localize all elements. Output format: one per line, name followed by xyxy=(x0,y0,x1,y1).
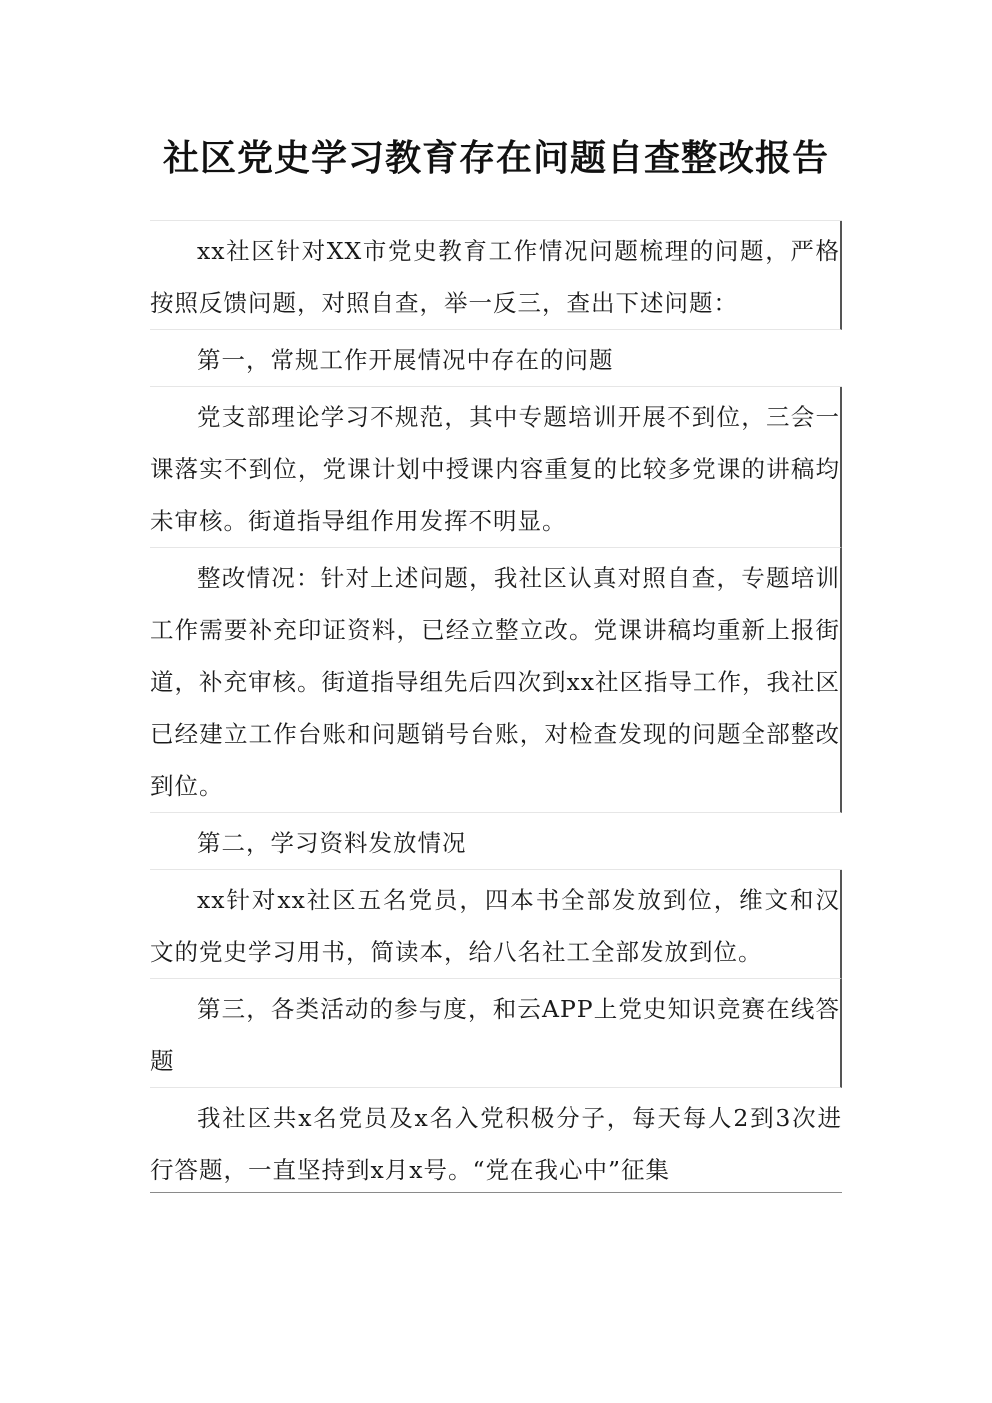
document-body xyxy=(150,220,842,1193)
paragraph-intro: xx社区针对XX市党史教育工作情况问题梳理的问题，严格按照反馈问题，对照自查，举一反三，查出下述问题： xyxy=(150,221,842,330)
heading-section-3: 第三，各类活动的参与度，和云APP上党史知识竞赛在线答题 xyxy=(150,979,842,1088)
heading-section-1: 第一，常规工作开展情况中存在的问题 xyxy=(150,330,842,387)
paragraph-section-3: 我社区共x名党员及x名入党积极分子，每天每人2到3次进行答题，一直坚持到x月x号。“党在我心中”征集 xyxy=(150,1088,842,1193)
document-title: 社区党史学习教育存在问题自查整改报告 xyxy=(162,137,829,179)
paragraph-section-1-rectification: 整改情况：针对上述问题，我社区认真对照自查，专题培训工作需要补充印证资料，已经立整立改。党课讲稿均重新上报街道，补充审核。街道指导组先后四次到xx社区指导工作，我社区已经建立工作台账和问题销号台账，对检查发现的问题全部整改到位。 xyxy=(150,548,842,813)
paragraph-section-2: xx针对xx社区五名党员，四本书全部发放到位，维文和汉文的党史学习用书，简读本，给八名社工全部发放到位。 xyxy=(150,870,842,979)
paragraph-section-1-issues: 党支部理论学习不规范，其中专题培训开展不到位，三会一课落实不到位，党课计划中授课内容重复的比较多党课的讲稿均未审核。街道指导组作用发挥不明显。 xyxy=(150,387,842,548)
heading-section-2: 第二，学习资料发放情况 xyxy=(150,813,842,870)
